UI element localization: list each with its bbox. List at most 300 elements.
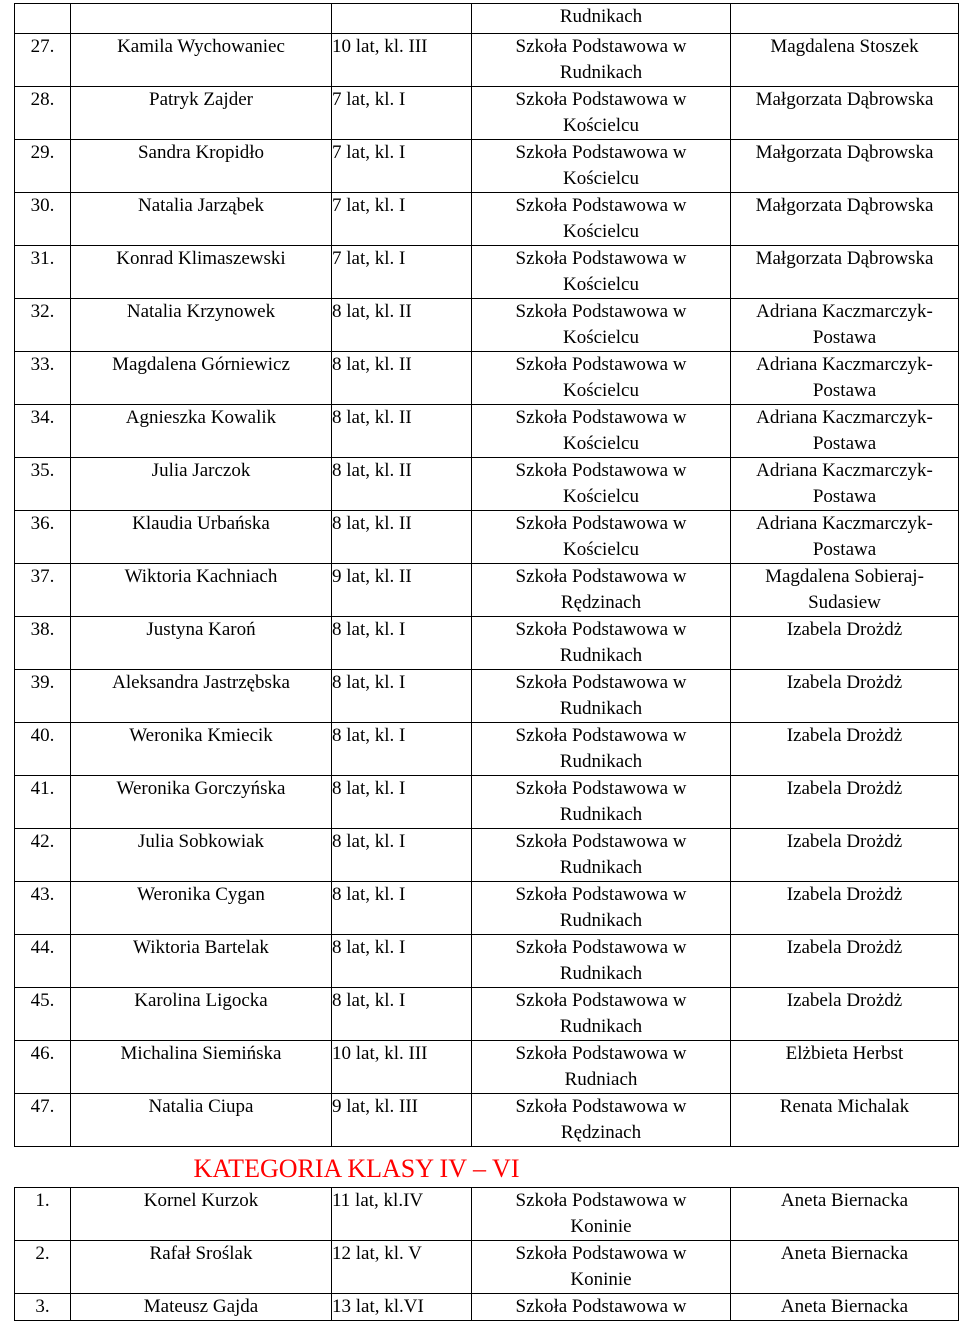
teacher-line-1: Renata Michalak xyxy=(779,1096,910,1117)
number-cell xyxy=(15,882,71,935)
school-line-1: Szkoła Podstawowa w xyxy=(515,1190,687,1211)
number-cell xyxy=(15,1294,71,1321)
age-class-cell xyxy=(332,882,472,935)
teacher-line-2: Postawa xyxy=(812,380,877,401)
teacher-line-1: Izabela Drożdż xyxy=(786,619,903,640)
row-number: 33. xyxy=(30,354,55,375)
name-cell xyxy=(71,935,332,988)
row-number: 39. xyxy=(30,672,55,693)
row-number: 31. xyxy=(30,248,55,269)
age-class-cell xyxy=(332,617,472,670)
school-line-1: Szkoła Podstawowa w xyxy=(515,1296,687,1317)
school-line-2: Rudnikach xyxy=(559,751,643,772)
teacher-cell xyxy=(731,193,959,246)
participant-name: Justyna Karoń xyxy=(146,619,256,640)
teacher-line-2: Sudasiew xyxy=(808,592,881,613)
teacher-cell xyxy=(731,1188,959,1241)
school-line-2: Kościelcu xyxy=(563,433,639,454)
participant-name: Michalina Siemińska xyxy=(120,1043,282,1064)
teacher-line-1: Izabela Drożdż xyxy=(786,990,903,1011)
school-line-1: Szkoła Podstawowa w xyxy=(515,937,687,958)
teacher-cell xyxy=(731,988,959,1041)
teacher-line-1: Izabela Drożdż xyxy=(786,778,903,799)
name-cell xyxy=(71,87,332,140)
row-number: 41. xyxy=(30,778,55,799)
teacher-line-1: Aneta Biernacka xyxy=(780,1296,909,1317)
age-class-cell xyxy=(332,87,472,140)
name-cell xyxy=(71,776,332,829)
teacher-cell xyxy=(731,246,959,299)
age-class-cell xyxy=(332,1041,472,1094)
participant-name: Weronika Cygan xyxy=(137,884,265,905)
age-class: 8 lat, kl. II xyxy=(332,301,412,322)
teacher-line-1: Adriana Kaczmarczyk- xyxy=(756,407,933,428)
school-line-1: Szkoła Podstawowa w xyxy=(515,990,687,1011)
school-line-1: Szkoła Podstawowa w xyxy=(515,1243,687,1264)
row-number: 27. xyxy=(30,36,55,57)
number-cell xyxy=(15,34,71,87)
school-line-2: Kościelcu xyxy=(563,327,639,348)
participant-name: Julia Sobkowiak xyxy=(137,831,265,852)
results-table-body xyxy=(15,4,959,1321)
teacher-cell xyxy=(731,1041,959,1094)
number-cell xyxy=(15,988,71,1041)
school-line-1: Szkoła Podstawowa w xyxy=(515,407,687,428)
row-number: 34. xyxy=(30,407,55,428)
age-class: 8 lat, kl. I xyxy=(332,990,406,1011)
teacher-cell xyxy=(731,829,959,882)
name-cell xyxy=(71,1041,332,1094)
school-cell xyxy=(472,511,731,564)
school-line-2: Rudnikach xyxy=(559,804,643,825)
age-class-cell xyxy=(332,564,472,617)
name-cell xyxy=(71,299,332,352)
age-class-cell xyxy=(332,458,472,511)
age-class: 8 lat, kl. I xyxy=(332,937,406,958)
number-cell xyxy=(15,405,71,458)
school-line-2: Kościelcu xyxy=(563,274,639,295)
school-cell xyxy=(472,882,731,935)
teacher-cell xyxy=(731,1294,959,1321)
teacher-cell xyxy=(731,617,959,670)
school-cell xyxy=(472,776,731,829)
name-cell xyxy=(71,1094,332,1147)
table-row xyxy=(15,299,959,352)
name-cell xyxy=(71,193,332,246)
row-number: 2. xyxy=(35,1243,50,1264)
school-cell xyxy=(472,829,731,882)
school-line-2: Koninie xyxy=(570,1269,632,1290)
participant-name: Sandra Kropidło xyxy=(137,142,265,163)
teacher-line-1: Adriana Kaczmarczyk- xyxy=(756,513,933,534)
school-line-2: Rudnikach xyxy=(559,62,643,83)
teacher-cell xyxy=(731,34,959,87)
school-cell xyxy=(472,34,731,87)
teacher-line-2: Postawa xyxy=(812,327,877,348)
number-cell xyxy=(15,352,71,405)
teacher-line-1: Małgorzata Dąbrowska xyxy=(755,195,934,216)
number-cell xyxy=(15,458,71,511)
age-class: 7 lat, kl. I xyxy=(332,142,406,163)
school-line-2: Kościelcu xyxy=(563,486,639,507)
number-cell xyxy=(15,246,71,299)
age-class-cell xyxy=(332,1241,472,1294)
participant-name: Julia Jarczok xyxy=(151,460,251,481)
category-heading: KATEGORIA KLASY IV – VI xyxy=(193,1154,520,1183)
name-cell xyxy=(71,1241,332,1294)
age-class: 7 lat, kl. I xyxy=(332,89,406,110)
number-cell xyxy=(15,1041,71,1094)
number-cell xyxy=(15,776,71,829)
school-cell xyxy=(472,1294,731,1321)
name-cell xyxy=(71,511,332,564)
age-class: 13 lat, kl.VI xyxy=(332,1296,424,1317)
school-cell xyxy=(472,617,731,670)
age-class: 9 lat, kl. III xyxy=(332,1096,419,1117)
school-cell xyxy=(472,246,731,299)
school-cell xyxy=(472,299,731,352)
age-class-cell xyxy=(332,246,472,299)
participant-name: Patryk Zajder xyxy=(149,89,253,110)
row-number: 28. xyxy=(30,89,55,110)
teacher-cell xyxy=(731,776,959,829)
name-cell xyxy=(71,670,332,723)
school-line-2: Kościelcu xyxy=(563,115,639,136)
school-cell xyxy=(472,1241,731,1294)
participant-name: Wiktoria Kachniach xyxy=(124,566,278,587)
row-number: 38. xyxy=(30,619,55,640)
school-cell xyxy=(472,988,731,1041)
age-class: 8 lat, kl. I xyxy=(332,619,406,640)
table-row xyxy=(15,1188,959,1241)
number-cell xyxy=(15,723,71,776)
teacher-line-1: Aneta Biernacka xyxy=(780,1243,909,1264)
number-cell xyxy=(15,1188,71,1241)
age-class: 8 lat, kl. I xyxy=(332,778,406,799)
teacher-line-1: Adriana Kaczmarczyk- xyxy=(756,354,933,375)
school-line-2: Rudnikach xyxy=(559,645,643,666)
age-class-cell xyxy=(332,1294,472,1321)
number-cell xyxy=(15,935,71,988)
teacher-line-1: Izabela Drożdż xyxy=(786,884,903,905)
age-class-cell xyxy=(332,829,472,882)
name-cell xyxy=(71,617,332,670)
name-cell xyxy=(71,882,332,935)
teacher-line-2: Postawa xyxy=(812,433,877,454)
age-class: 9 lat, kl. II xyxy=(332,566,412,587)
teacher-cell xyxy=(731,458,959,511)
participant-name: Weronika Kmiecik xyxy=(129,725,273,746)
school-cell xyxy=(472,935,731,988)
participant-name: Agnieszka Kowalik xyxy=(125,407,277,428)
teacher-line-1: Izabela Drożdż xyxy=(786,937,903,958)
school-line-2: Rędzinach xyxy=(560,1122,642,1143)
teacher-cell xyxy=(731,882,959,935)
teacher-cell xyxy=(731,352,959,405)
participant-name: Natalia Ciupa xyxy=(148,1096,254,1117)
school-line-1: Szkoła Podstawowa w xyxy=(515,884,687,905)
school-line-1: Szkoła Podstawowa w xyxy=(515,1043,687,1064)
teacher-line-2: Postawa xyxy=(812,539,877,560)
teacher-cell xyxy=(731,564,959,617)
teacher-cell xyxy=(731,140,959,193)
teacher-cell xyxy=(731,511,959,564)
school-line-1: Szkoła Podstawowa w xyxy=(515,1096,687,1117)
age-class: 12 lat, kl. V xyxy=(332,1243,422,1264)
teacher-line-1: Adriana Kaczmarczyk- xyxy=(756,460,933,481)
age-class: 8 lat, kl. I xyxy=(332,884,406,905)
number-cell xyxy=(15,299,71,352)
teacher-line-1: Izabela Drożdż xyxy=(786,831,903,852)
participant-name: Wiktoria Bartelak xyxy=(133,937,269,958)
category-row xyxy=(15,1147,959,1188)
age-class: 7 lat, kl. I xyxy=(332,195,406,216)
row-number: 44. xyxy=(30,937,55,958)
teacher-line-1: Małgorzata Dąbrowska xyxy=(755,89,934,110)
age-class: 10 lat, kl. III xyxy=(332,1043,428,1064)
table-row xyxy=(15,511,959,564)
age-class: 8 lat, kl. II xyxy=(332,407,412,428)
school-line-1: Szkoła Podstawowa w xyxy=(515,619,687,640)
teacher-line-1: Magdalena Sobieraj- xyxy=(765,566,924,587)
name-cell xyxy=(71,34,332,87)
teacher-cell xyxy=(731,405,959,458)
age-class-cell xyxy=(332,352,472,405)
school-line-2: Kościelcu xyxy=(563,380,639,401)
teacher-cell xyxy=(731,87,959,140)
age-class: 8 lat, kl. I xyxy=(332,831,406,852)
participant-name: Konrad Klimaszewski xyxy=(116,248,286,269)
school-line-1: Szkoła Podstawowa w xyxy=(515,89,687,110)
school-cell xyxy=(472,670,731,723)
school-line-1: Szkoła Podstawowa w xyxy=(515,778,687,799)
school-cell xyxy=(472,723,731,776)
school-line-1: Szkoła Podstawowa w xyxy=(515,725,687,746)
teacher-line-1: Małgorzata Dąbrowska xyxy=(755,248,934,269)
age-class-cell xyxy=(332,670,472,723)
participant-name: Mateusz Gajda xyxy=(143,1296,259,1317)
row-number: 32. xyxy=(30,301,55,322)
age-class-cell xyxy=(332,723,472,776)
table-row-continuation xyxy=(15,4,959,34)
number-cell xyxy=(15,4,71,34)
participant-name: Magdalena Górniewicz xyxy=(112,354,290,375)
school-cell xyxy=(472,1094,731,1147)
table-row xyxy=(15,564,959,617)
school-line-2: Rudnikach xyxy=(559,1016,643,1037)
table-row xyxy=(15,988,959,1041)
table-row xyxy=(15,776,959,829)
row-number: 43. xyxy=(30,884,55,905)
table-row xyxy=(15,1094,959,1147)
age-class-cell xyxy=(332,405,472,458)
name-cell xyxy=(71,246,332,299)
table-row xyxy=(15,829,959,882)
school-line: Rudnikach xyxy=(559,6,643,27)
participant-name: Kamila Wychowaniec xyxy=(117,36,285,57)
school-line-2: Rędzinach xyxy=(560,592,642,613)
number-cell xyxy=(15,670,71,723)
participant-name: Kornel Kurzok xyxy=(143,1190,259,1211)
teacher-line-2: Postawa xyxy=(812,486,877,507)
age-class-cell xyxy=(332,935,472,988)
category-cell xyxy=(15,1147,959,1188)
row-number: 47. xyxy=(30,1096,55,1117)
school-line-2: Kościelcu xyxy=(563,221,639,242)
number-cell xyxy=(15,87,71,140)
participant-name: Klaudia Urbańska xyxy=(132,513,270,534)
school-cell xyxy=(472,193,731,246)
school-line-2: Rudnikach xyxy=(559,963,643,984)
row-number: 37. xyxy=(30,566,55,587)
school-line-1: Szkoła Podstawowa w xyxy=(515,36,687,57)
participant-name: Rafał Sroślak xyxy=(149,1243,253,1264)
teacher-line-1: Małgorzata Dąbrowska xyxy=(755,142,934,163)
teacher-cell xyxy=(731,670,959,723)
school-cell xyxy=(472,564,731,617)
school-line-2: Rudnikach xyxy=(559,910,643,931)
school-cell xyxy=(472,140,731,193)
school-line-2: Kościelcu xyxy=(563,539,639,560)
age-class-cell xyxy=(332,1094,472,1147)
age-class: 8 lat, kl. II xyxy=(332,354,412,375)
age-class-cell xyxy=(332,4,472,34)
teacher-line-1: Aneta Biernacka xyxy=(780,1190,909,1211)
row-number: 36. xyxy=(30,513,55,534)
table-row xyxy=(15,140,959,193)
name-cell xyxy=(71,352,332,405)
name-cell xyxy=(71,564,332,617)
school-line-1: Szkoła Podstawowa w xyxy=(515,513,687,534)
school-line-1: Szkoła Podstawowa w xyxy=(515,831,687,852)
participant-name: Aleksandra Jastrzębska xyxy=(112,672,290,693)
school-line-1: Szkoła Podstawowa w xyxy=(515,301,687,322)
number-cell xyxy=(15,617,71,670)
table-row xyxy=(15,617,959,670)
teacher-line-1: Adriana Kaczmarczyk- xyxy=(756,301,933,322)
school-cell xyxy=(472,87,731,140)
school-line-1: Szkoła Podstawowa w xyxy=(515,672,687,693)
teacher-cell xyxy=(731,299,959,352)
age-class-cell xyxy=(332,988,472,1041)
school-line-1: Szkoła Podstawowa w xyxy=(515,460,687,481)
teacher-line-1: Elżbieta Herbst xyxy=(785,1043,904,1064)
row-number: 45. xyxy=(30,990,55,1011)
table-row xyxy=(15,405,959,458)
teacher-cell xyxy=(731,723,959,776)
age-class: 8 lat, kl. II xyxy=(332,460,412,481)
table-row xyxy=(15,246,959,299)
school-cell xyxy=(472,458,731,511)
age-class: 11 lat, kl.IV xyxy=(332,1190,424,1211)
row-number: 35. xyxy=(30,460,55,481)
number-cell xyxy=(15,193,71,246)
row-number: 46. xyxy=(30,1043,55,1064)
table-row xyxy=(15,1294,959,1321)
row-number: 40. xyxy=(30,725,55,746)
school-line-2: Rudnikach xyxy=(559,857,643,878)
school-line-2: Koninie xyxy=(570,1216,632,1237)
name-cell xyxy=(71,1188,332,1241)
participant-name: Natalia Jarząbek xyxy=(137,195,265,216)
name-cell xyxy=(71,140,332,193)
school-cell xyxy=(472,4,731,34)
teacher-line-1: Izabela Drożdż xyxy=(786,672,903,693)
table-row xyxy=(15,670,959,723)
age-class: 8 lat, kl. II xyxy=(332,513,412,534)
row-number: 3. xyxy=(35,1296,50,1317)
number-cell xyxy=(15,511,71,564)
name-cell xyxy=(71,4,332,34)
school-cell xyxy=(472,352,731,405)
school-cell xyxy=(472,405,731,458)
name-cell xyxy=(71,1294,332,1321)
table-row xyxy=(15,34,959,87)
age-class-cell xyxy=(332,511,472,564)
school-line-1: Szkoła Podstawowa w xyxy=(515,195,687,216)
number-cell xyxy=(15,1241,71,1294)
table-row xyxy=(15,882,959,935)
age-class: 7 lat, kl. I xyxy=(332,248,406,269)
number-cell xyxy=(15,564,71,617)
age-class-cell xyxy=(332,140,472,193)
age-class-cell xyxy=(332,34,472,87)
row-number: 29. xyxy=(30,142,55,163)
age-class-cell xyxy=(332,1188,472,1241)
age-class-cell xyxy=(332,193,472,246)
teacher-cell xyxy=(731,1241,959,1294)
number-cell xyxy=(15,829,71,882)
school-line-1: Szkoła Podstawowa w xyxy=(515,248,687,269)
teacher-line-1: Magdalena Stoszek xyxy=(770,36,919,57)
teacher-cell xyxy=(731,935,959,988)
school-cell xyxy=(472,1041,731,1094)
school-line-1: Szkoła Podstawowa w xyxy=(515,566,687,587)
school-line-1: Szkoła Podstawowa w xyxy=(515,354,687,375)
school-line-2: Rudniach xyxy=(564,1069,638,1090)
teacher-cell xyxy=(731,1094,959,1147)
table-row xyxy=(15,1041,959,1094)
school-line-1: Szkoła Podstawowa w xyxy=(515,142,687,163)
age-class-cell xyxy=(332,299,472,352)
school-cell xyxy=(472,1188,731,1241)
results-table xyxy=(14,3,959,1321)
name-cell xyxy=(71,829,332,882)
number-cell xyxy=(15,1094,71,1147)
participant-name: Natalia Krzynowek xyxy=(126,301,276,322)
age-class: 8 lat, kl. I xyxy=(332,725,406,746)
table-row xyxy=(15,352,959,405)
teacher-line-1: Izabela Drożdż xyxy=(786,725,903,746)
table-row xyxy=(15,193,959,246)
teacher-cell xyxy=(731,4,959,34)
name-cell xyxy=(71,405,332,458)
table-row xyxy=(15,723,959,776)
school-line-2: Rudnikach xyxy=(559,698,643,719)
row-number: 42. xyxy=(30,831,55,852)
participant-name: Weronika Gorczyńska xyxy=(116,778,286,799)
number-cell xyxy=(15,140,71,193)
name-cell xyxy=(71,988,332,1041)
participant-name: Karolina Ligocka xyxy=(134,990,268,1011)
school-line-2: Kościelcu xyxy=(563,168,639,189)
table-row xyxy=(15,458,959,511)
age-class-cell xyxy=(332,776,472,829)
row-number: 1. xyxy=(35,1190,50,1211)
row-number: 30. xyxy=(30,195,55,216)
name-cell xyxy=(71,723,332,776)
name-cell xyxy=(71,458,332,511)
